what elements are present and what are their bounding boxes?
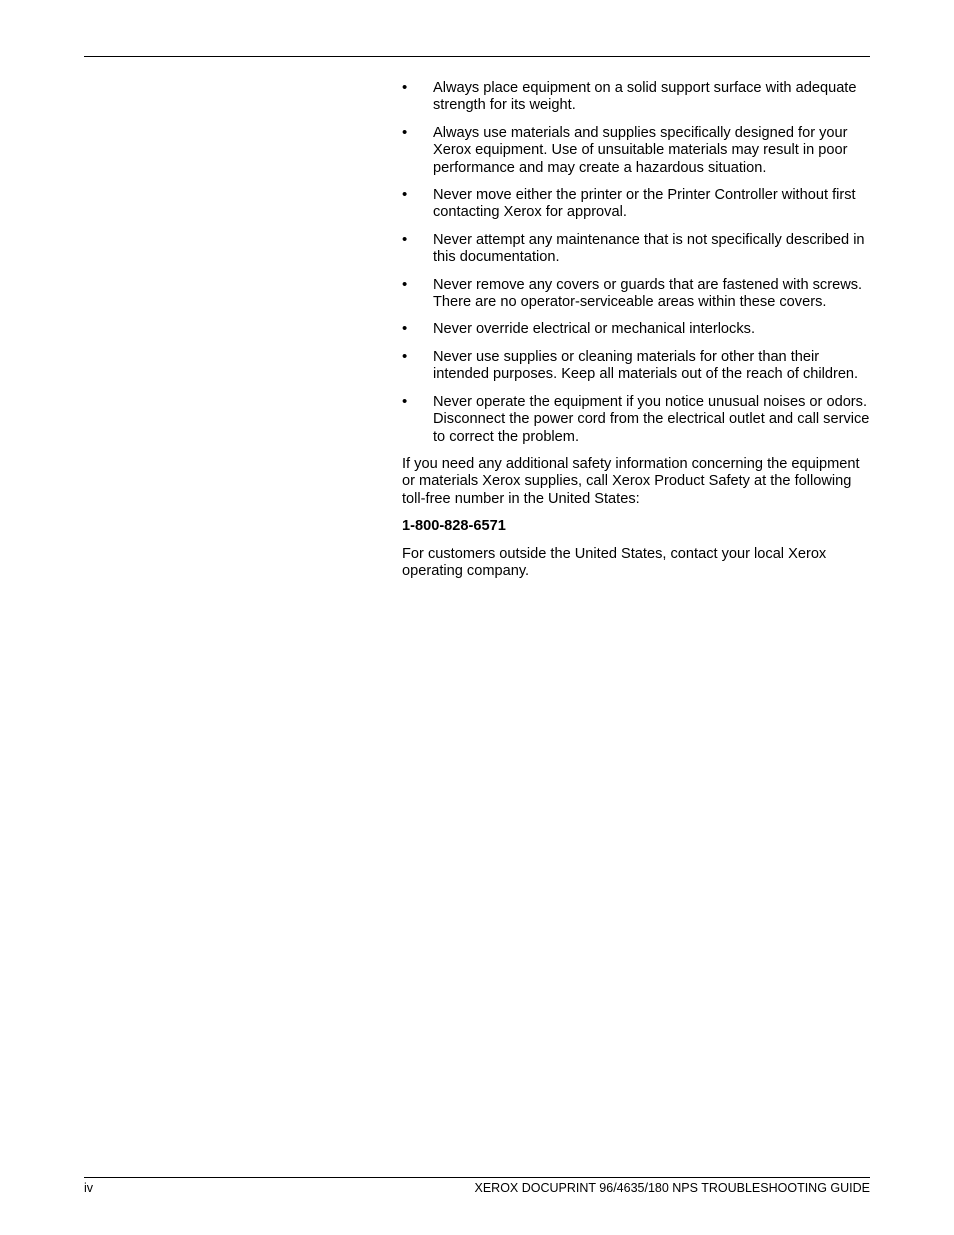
bullet-icon: • [402, 392, 408, 410]
bullet-icon: • [402, 79, 408, 96]
footer-rule [84, 1177, 870, 1178]
phone-number: 1-800-828-6571 [402, 518, 506, 535]
bullet-text: Never remove any covers or guards that are fastened with screws. There are no operator-serviceable areas within these covers. [433, 276, 863, 311]
bullet-text: Never use supplies or cleaning materials for other than their intended purposes. Keep all materials out of the reach of children. [433, 348, 859, 383]
bullet-item [402, 80, 872, 115]
header-rule [84, 56, 870, 57]
bullet-text: Never move either the printer or the Printer Controller without first contacting Xerox for approval. [433, 187, 856, 221]
page-content [402, 80, 872, 590]
bullet-item [402, 187, 872, 222]
bullet-icon: • [402, 123, 408, 141]
bullet-item [402, 232, 872, 267]
bullet-item [402, 321, 872, 338]
bullet-text: Always use materials and supplies specifically designed for your Xerox equipment. Use of unsuitable materials may result in poor performance and may create a hazardous situation. [433, 124, 848, 176]
bullet-icon: • [402, 230, 408, 248]
bullet-text: Never attempt any maintenance that is not specifically described in this documentation. [433, 231, 865, 266]
safety-info-paragraph: If you need any additional safety information concerning the equipment or materials Xerox supplies, call Xerox Product Safety at the following toll-free number in the United States: [402, 455, 860, 507]
footer-page-number: iv [84, 1181, 94, 1195]
bullet-text: Always place equipment on a solid support surface with adequate strength for its weight. [433, 80, 857, 114]
bullet-icon: • [402, 186, 408, 204]
outside-us-paragraph: For customers outside the United States, contact your local Xerox operating company. [402, 545, 827, 579]
bullet-icon: • [402, 347, 408, 365]
bullet-item [402, 394, 872, 446]
bullet-item [402, 125, 872, 177]
safety-bullet-list [402, 80, 872, 446]
bullet-text: Never override electrical or mechanical interlocks. [433, 321, 755, 338]
bullet-item [402, 277, 872, 312]
bullet-icon: • [402, 275, 408, 293]
footer-guide-title: XEROX DOCUPRINT 96/4635/180 NPS TROUBLESHOOTING GUIDE [474, 1181, 870, 1195]
bullet-item [402, 349, 872, 384]
bullet-icon: • [402, 320, 408, 338]
bullet-text: Never operate the equipment if you notice unusual noises or odors. Disconnect the power cord from the electrical outlet and call service to correct the problem. [433, 393, 870, 445]
